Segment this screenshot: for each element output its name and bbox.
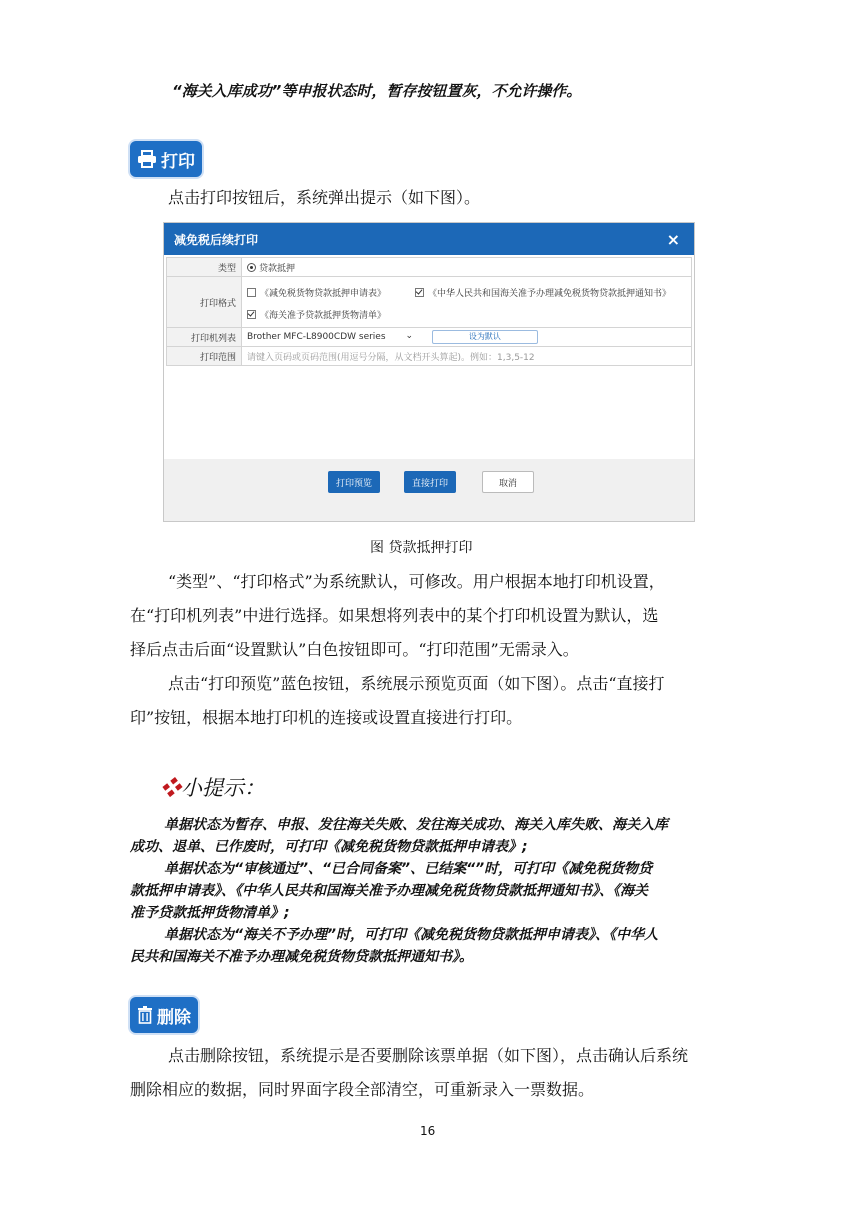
- page-number: 16: [420, 1124, 436, 1138]
- paragraph-1-line-1: “类型”、“打印格式”为系统默认，可修改。用户根据本地打印机设置，: [168, 572, 665, 591]
- direct-print-button[interactable]: 直接打印: [404, 471, 456, 493]
- print-button[interactable]: [130, 141, 202, 177]
- range-label: 打印范围: [167, 347, 242, 366]
- printer-field: [242, 328, 692, 347]
- delete-line-1: 点击删除按钮，系统提示是否要删除该票单据（如下图），点击确认后系统: [168, 1046, 689, 1065]
- radio-icon[interactable]: [247, 263, 256, 272]
- tip-line-2: 成功、退单、已作废时，可打印《减免税货物贷款抵押申请表》;: [130, 839, 528, 855]
- type-label: 类型: [167, 258, 242, 277]
- printer-select-value: Brother MFC-L8900CDW series: [247, 332, 386, 342]
- intro-note: “海关入库成功”等申报状态时，暂存按钮置灰，不允许操作。: [172, 82, 582, 100]
- chevron-down-icon: ⌄: [405, 331, 413, 341]
- type-value: 贷款抵押: [259, 263, 296, 274]
- delete-label: 删除: [157, 1007, 191, 1028]
- dialog-title: 减免税后续打印: [174, 232, 259, 247]
- diamond-icon: ❖: [160, 776, 181, 800]
- tip-line-6: 单据状态为“海关不予办理”时，可打印《减免税货物贷款抵押申请表》、《中华人: [164, 927, 659, 943]
- dialog-header: [164, 223, 694, 255]
- range-input[interactable]: [242, 347, 692, 366]
- dialog-footer: [164, 459, 694, 521]
- checkbox-checked-icon[interactable]: [247, 310, 256, 319]
- tip-line-5: 准予贷款抵押货物清单》;: [130, 905, 290, 921]
- tip-line-4: 款抵押申请表》、《中华人民共和国海关准予办理减免税货物贷款抵押通知书》、《海关: [130, 883, 648, 899]
- printer-select[interactable]: [247, 332, 415, 342]
- printer-label: 打印机列表: [167, 328, 242, 347]
- tip-heading: [160, 774, 265, 802]
- checkbox-checked-icon[interactable]: [415, 288, 424, 297]
- format-field: [242, 277, 692, 328]
- range-placeholder: 请键入页码或页码范围(用逗号分隔，从文档开头算起)。例如：1,3,5-12: [247, 352, 535, 363]
- format-option-3[interactable]: [247, 308, 386, 321]
- tip-title: 小提示：: [181, 776, 265, 800]
- print-dialog: [163, 222, 695, 522]
- checkbox-icon[interactable]: [247, 288, 256, 297]
- tip-line-7: 民共和国海关不准予办理减免税货物贷款抵押通知书》。: [130, 949, 473, 965]
- format-option-2-label: 《中华人民共和国海关准予办理减免税货物贷款抵押通知书》: [428, 288, 672, 299]
- paragraph-2-line-1: 点击“打印预览”蓝色按钮，系统展示预览页面（如下图）。点击“直接打: [168, 674, 665, 693]
- close-icon[interactable]: ×: [666, 229, 680, 249]
- delete-line-2: 删除相应的数据，同时界面字段全部清空，可重新录入一票数据。: [130, 1080, 595, 1099]
- format-option-1[interactable]: [247, 286, 415, 299]
- paragraph-2-line-2: 印”按钮，根据本地打印机的连接或设置直接进行打印。: [130, 708, 523, 727]
- paragraph-1-line-2: 在“打印机列表”中进行选择。如果想将列表中的某个打印机设置为默认，选: [130, 606, 659, 625]
- type-field: [242, 258, 692, 277]
- format-option-2[interactable]: [415, 286, 671, 299]
- cancel-button[interactable]: 取消: [482, 471, 534, 493]
- trash-icon: [137, 1006, 153, 1024]
- printer-icon: [137, 150, 157, 168]
- format-option-1-label: 《减免税货物贷款抵押申请表》: [260, 288, 387, 299]
- tip-line-3: 单据状态为“审核通过”、“已合同备案”、已结案“”时，可打印《减免税货物贷: [164, 861, 653, 877]
- print-label: 打印: [161, 151, 195, 172]
- print-preview-button[interactable]: 打印预览: [328, 471, 380, 493]
- tip-line-1: 单据状态为暂存、申报、发往海关失败、发往海关成功、海关入库失败、海关入库: [164, 817, 668, 833]
- print-intro: 点击打印按钮后，系统弹出提示（如下图）。: [168, 188, 481, 207]
- print-form: [166, 257, 692, 366]
- format-option-3-label: 《海关准予贷款抵押货物清单》: [260, 310, 387, 321]
- delete-button[interactable]: [130, 997, 198, 1033]
- figure-caption: 图 贷款抵押打印: [370, 540, 473, 556]
- format-label: 打印格式: [167, 277, 242, 328]
- set-default-button[interactable]: 设为默认: [432, 330, 538, 344]
- paragraph-1-line-3: 择后点击后面“设置默认”白色按钮即可。“打印范围”无需录入。: [130, 640, 579, 659]
